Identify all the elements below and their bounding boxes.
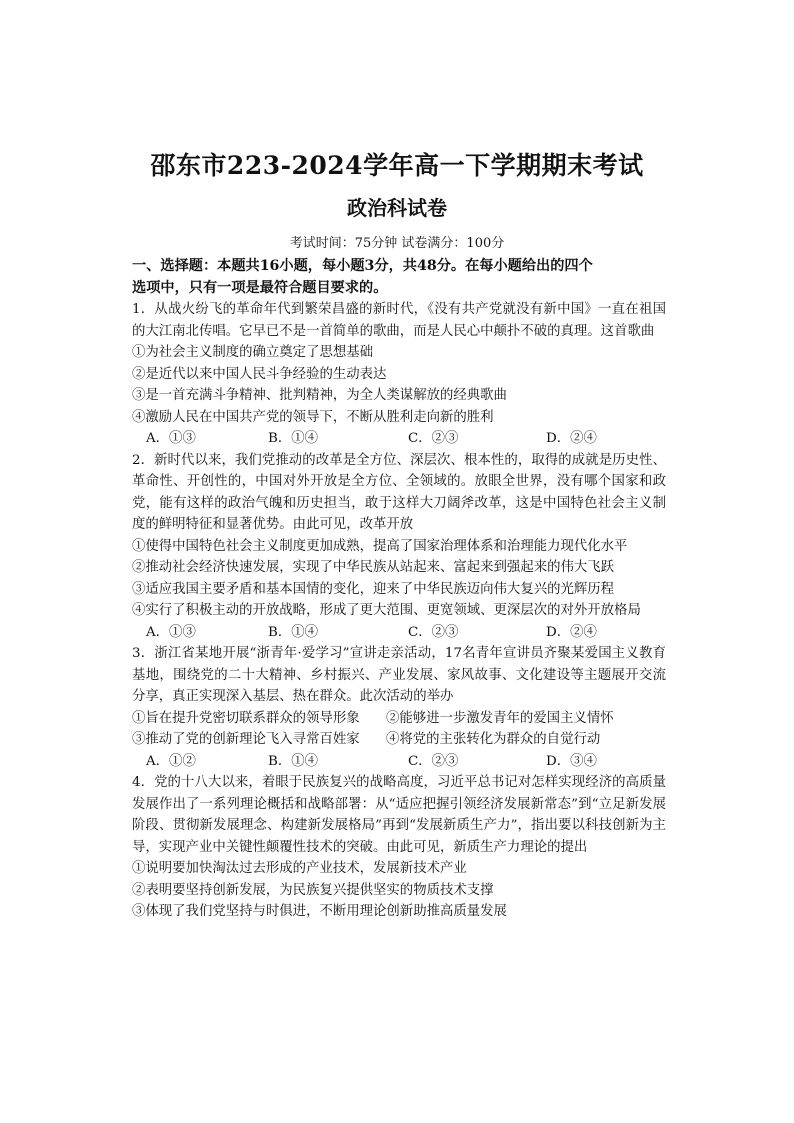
question-1-choices [132,428,666,450]
question-2-choice-b: B．①④ [268,624,319,640]
question-3-stem: 3．浙江省某地开展“浙青年·爱学习”宣讲走亲活动，17名青年宣讲员齐聚某爱国主义教育基地，围绕党的二十大精神、乡村振兴、产业发展、家风故事、文化建设等主题展开交流分享，真正实现深入基层、热在群众。此次活动的举办 [132,646,666,704]
question-4-stem: 4．党的十八大以来，着眼于民族复兴的战略高度，习近平总书记对怎样实现经济的高质量发展作出了一系列理论概括和战略部署：从“适应把握引领经济发展新常态”到“立足新发展阶段、贯彻新发展理念、构建新发展格局”再到“发展新质生产力”，指出要以科技创新为主导，实现产业中关键性颠覆性技术的突破。由此可见，新质生产力理论的提出 [132,775,666,855]
question-2-option-4: ④实行了积极主动的开放战略，形成了更大范围、更宽领域、更深层次的对外开放格局 [132,603,641,618]
question-1-choice-c: C．②③ [408,431,459,446]
question-2-choice-c: C．②③ [408,624,459,640]
exam-subtitle: 政治科试卷 [347,196,447,220]
question-3-options-row-2 [132,729,666,751]
question-2-option-2: ②推动社会经济快速发展，实现了中华民族从站起来、富起来到强起来的伟大飞跃 [132,560,615,575]
section-heading-line2: 选项中，只有一项是最符合题目要求的。 [132,279,388,296]
question-1-choice-a: A．①③ [146,431,196,446]
question-3-choice-a: A．①② [146,753,196,769]
question-1-stem: 1．从战火纷飞的革命年代到繁荣昌盛的新时代，《没有共产党就没有新中国》一直在祖国的大江南北传唱。它早已不是一首简单的歌曲，而是人民心中颠扑不破的真理。这首歌曲 [132,302,666,339]
question-1-option-2: ②是近代以来中国人民斗争经验的生动表达 [132,366,387,382]
question-4-option-2: ②表明要坚持创新发展，为民族复兴提供坚实的物质技术支撑 [132,882,494,898]
question-4-option-3: ③体现了我们党坚持与时俱进，不断用理论创新助推高质量发展 [132,904,507,919]
question-2-choice-d: D．②④ [546,624,597,640]
question-3-choice-d: D．③④ [546,753,597,769]
question-3-option-2: ②能够进一步激发青年的爱国主义情怀 [386,710,614,726]
exam-content [132,256,666,923]
question-3-option-1: ①旨在提升党密切联系群众的领导形象 [132,710,360,726]
section-heading-line1: 一、选择题：本题共16小题，每小题3分，共48分。在每小题给出的四个 [132,258,593,274]
question-2-option-1: ①使得中国特色社会主义制度更加成熟，提高了国家治理体系和治理能力现代化水平 [132,538,628,554]
question-2-stem: 2．新时代以来，我们党推动的改革是全方位、深层次、根本性的，取得的成就是历史性、革命性、开创性的，中国对外开放是全方位、全领域的。放眼全世界，没有哪个国家和政党，能有这样的政治气魄和历史担当，敢于这样大刀阔斧改革，这是中国特色社会主义制度的鲜明特征和显著优势。由此可见，改革开放 [132,452,666,532]
question-3-option-3: ③推动了党的创新理论飞入寻常百姓家 [132,732,360,747]
question-3-option-4: ④将党的主张转化为群众的自觉行动 [386,732,601,747]
question-2-option-3: ③适应我国主要矛盾和基本国情的变化，迎来了中华民族迈向伟大复兴的光辉历程 [132,581,615,597]
exam-info: 考试时间：75分钟 试卷满分：100分 [289,236,505,251]
question-4-option-1: ①说明要加快淘汰过去形成的产业技术，发展新技术产业 [132,861,467,876]
question-1-option-3: ③是一首充满斗争精神、批判精神，为全人类谋解放的经典歌曲 [132,388,507,403]
exam-title: 邵东市223-2024学年高一下学期期末考试 [150,151,644,180]
question-1-choice-b: B．①④ [268,431,319,446]
question-1-option-4: ④激励人民在中国共产党的领导下，不断从胜利走向新的胜利 [132,409,494,425]
question-3-choice-b: B．①④ [268,753,319,769]
question-1-option-1: ①为社会主义制度的确立奠定了思想基础 [132,345,374,360]
question-2-choice-a: A．①③ [146,624,196,640]
question-2-choices [132,622,666,644]
question-3-choices [132,751,666,773]
question-3-options-row-1 [132,708,666,730]
question-3-choice-c: C．②③ [408,753,459,769]
question-1-choice-d: D．②④ [546,431,597,446]
